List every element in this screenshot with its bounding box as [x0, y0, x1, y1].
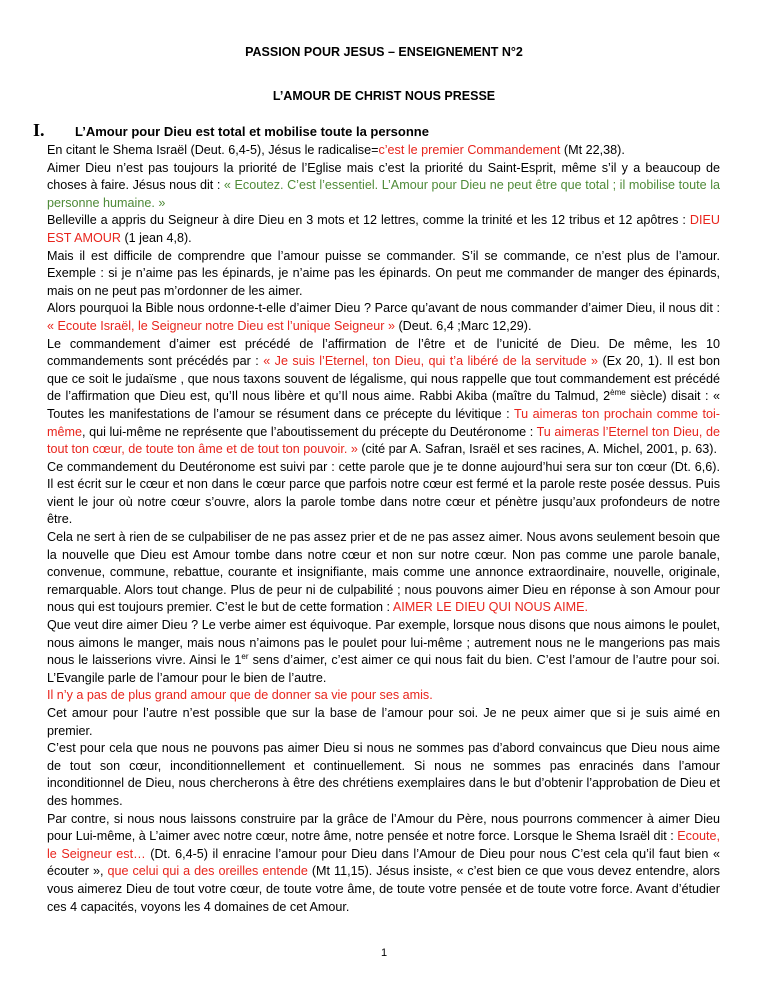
- paragraph: [47, 705, 720, 740]
- paragraph: [47, 617, 720, 687]
- paragraph: [47, 300, 720, 335]
- highlight-red-text: Il n’y a pas de plus grand amour que de donner sa vie pour ses amis.: [47, 688, 433, 703]
- highlight-red-text: « Je suis l’Eternel, ton Dieu, qui t’a libéré de la servitude »: [263, 354, 599, 369]
- text-run: Ce commandement du Deutéronome est suivi par : cette parole que je te donne aujourd’hui sera sur ton cœur (Dt. 6,6). Il est écrit sur le cœur et non dans le cœur parce que parfois notre cœur est fermé et la parole reste posée dessus. Puis vient le jour où notre cœur s’ouvre, alors la parole tombe dans notre cœur et pénètre jusqu’aux profondeurs de notre être.: [47, 459, 720, 527]
- document-title: PASSION POUR JESUS – ENSEIGNEMENT N°2: [245, 45, 523, 59]
- text-run: En citant le Shema Israël (Deut. 6,4-5), Jésus le radicalise=: [47, 143, 379, 157]
- text-run: (1 jean 4,8).: [120, 230, 192, 245]
- highlight-green-text: « Ecoutez. C’est l’essentiel. L’Amour pour Dieu ne peut être que total ; il mobilise toute la personne humaine. »: [47, 178, 720, 210]
- text-run: (cité par A. Safran, Israël et ses racines, A. Michel, 2001, p. 63).: [357, 442, 717, 457]
- text-run: er: [241, 652, 249, 662]
- page-number: 1: [380, 947, 388, 959]
- section-number: I.: [33, 120, 45, 140]
- text-run: Aimer Dieu n’est pas toujours la priorité de l’Eglise mais c’est la priorité du Saint-Esprit, même s’il y a beaucoup de choses à faire. Jésus nous dit :: [47, 160, 720, 193]
- text-run: ème: [610, 388, 626, 398]
- paragraph: [47, 740, 720, 810]
- text-run: Par contre, si nous nous laissons construire par la grâce de l’Amour du Père, nous pourrons commencer à aimer Dieu pour Lui-même, à L’aimer avec notre cœur, notre âme, notre pensée et notre force. Lorsque le Shema Israël dit :: [47, 811, 720, 844]
- text-run: Le commandement d’aimer est précédé de l’affirmation de l’être et de l’unicité de Dieu. De même, les 10 commandements sont précédés par :: [47, 336, 720, 369]
- paragraph: [47, 336, 720, 459]
- text-run: sens d’aimer, c’est aimer ce qui nous fait du bien. C’est l’amour de l’autre pour soi. L’Evangile parle de l’amour pour le bien de l’autre.: [47, 653, 720, 685]
- highlight-red-text: que celui qui a des oreilles entende: [107, 864, 308, 879]
- text-run: C’est pour cela que nous ne pouvons pas aimer Dieu si nous ne sommes pas d’abord convaincus que Dieu nous aime de tout son cœur, inconditionnellement et continuellement. Si nous ne sommes pas enracinés dans l’amour inconditionnel de Dieu, nous chercherons à être des chrétiens exemplaires dans le but d’obtenir l’approbation de Dieu et des hommes.: [47, 741, 720, 808]
- document-body: [47, 142, 720, 916]
- highlight-red-text: DIEU EST AMOUR: [47, 213, 720, 245]
- text-run: Cet amour pour l’autre n’est possible que sur la base de l’amour pour soi. Je ne peux aimer que si je suis aimé en premier.: [47, 706, 720, 738]
- text-run: Que veut dire aimer Dieu ? Le verbe aimer est équivoque. Par exemple, lorsque nous disons que nous aimons le poulet, nous aimons le manger, mais nous n’aimons pas le poulet pour lui-même ; autrement nous ne le mangerions pas mais nous le laisserions vivre. Ainsi le 1: [47, 618, 720, 668]
- paragraph: [47, 142, 720, 160]
- paragraph: [47, 212, 720, 247]
- text-run: Alors pourquoi la Bible nous ordonne-t-elle d’aimer Dieu ? Parce qu’avant de nous commander d’aimer Dieu, il nous dit :: [47, 301, 720, 316]
- text-run: (Dt. 6,4-5) il enracine l’amour pour Dieu dans l’Amour de Dieu pour nous C’est cela qu’il faut bien « écouter »,: [47, 846, 720, 879]
- paragraph: [47, 529, 720, 617]
- text-run: (Deut. 6,4 ;Marc 12,29).: [394, 318, 532, 333]
- paragraph: [47, 459, 720, 529]
- text-run: (Mt 22,38).: [560, 143, 625, 157]
- section-heading-text: L’Amour pour Dieu est total et mobilise toute la personne: [75, 124, 429, 139]
- text-run: Cela ne sert à rien de se culpabiliser de ne pas assez prier et de ne pas assez aimer. Nous avons seulement besoin que la nouvelle que Dieu est Amour tombe dans notre cœur et non sur notre cœur. Non pas comme une parole banale, convenue, commune, rebattue, courante et insignifiante, mais comme une annonce extraordinaire, nouvelle, originale, remarquable. Alors tout change. Plus de peur ni de culpabilité ; nous pouvons aimer Dieu en réponse à son Amour pour nous qui est toujours premier. C’est le but de cette formation :: [47, 530, 720, 615]
- paragraph: [47, 811, 720, 917]
- highlight-red-text: AIMER LE DIEU QUI NOUS AIME.: [392, 600, 589, 615]
- highlight-red-text: Ecoute, le Seigneur est…: [47, 829, 720, 861]
- paragraph: [47, 687, 720, 705]
- highlight-red-text: c’est le premier Commandement: [378, 143, 561, 157]
- text-run: Belleville a appris du Seigneur à dire Dieu en 3 mots et 12 lettres, comme la trinité et les 12 tribus et 12 apôtres :: [47, 213, 690, 228]
- paragraph: [47, 248, 720, 301]
- text-run: (Ex 20, 1). Il est bon que ce soit le judaïsme , que nous taxons souvent de légalisme, qui nous rappelle que tout commandement est précédé de l’affirmation que Dieu est, qu’Il nous libère et qu’Il nous aime. Rabbi Akiba (maître du Talmud, 2: [47, 354, 721, 404]
- highlight-red-text: « Ecoute Israël, le Seigneur notre Dieu est l’unique Seigneur »: [47, 318, 395, 333]
- highlight-red-text: Tu aimeras l’Eternel ton Dieu, de tout ton cœur, de toute ton âme et de tout ton pouvoir. »: [47, 424, 720, 457]
- paragraph: [47, 160, 720, 213]
- text-run: siècle) disait : « Toutes les manifestations de l’amour se résument dans ce précepte du lévitique :: [47, 389, 721, 421]
- document-subtitle: L’AMOUR DE CHRIST NOUS PRESSE: [272, 89, 496, 103]
- highlight-red-text: Tu aimeras ton prochain comme toi-même: [47, 406, 720, 439]
- text-run: Mais il est difficile de comprendre que l’amour puisse se commander. S’il se commande, ce n’est plus de l’amour. Exemple : si je n’aime pas les épinards, je n’aime pas les épinards. On peut me commander de manger des épinards, mais on ne peut pas m’ordonner de les aimer.: [47, 248, 720, 298]
- section-heading: [33, 120, 429, 141]
- text-run: , qui lui-même ne représente que l’aboutissement du précepte du Deutéronome :: [82, 424, 537, 439]
- text-run: (Mt 11,15). Jésus insiste, « c’est bien ce que vous devez entendre, alors vous aimerez Dieu de tout votre cœur, de toute votre âme, de toute votre pensée et de toute votre force. Avant d’étudier ces 4 capacités, voyons les 4 domaines de cet Amour.: [47, 864, 720, 914]
